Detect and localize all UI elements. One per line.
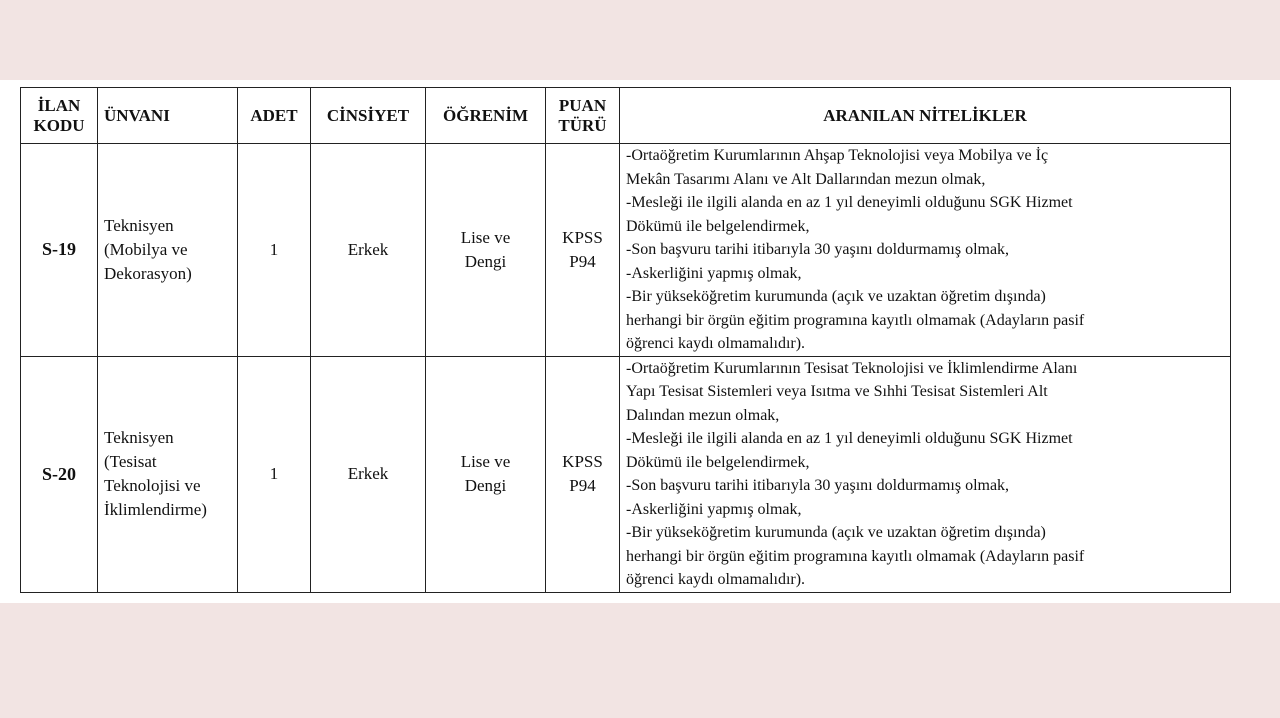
ogrenim-line: Lise ve — [460, 227, 511, 247]
nitelikler-line: Yapı Tesisat Sistemleri veya Isıtma ve Sıhhi Tesisat Sistemleri Alt — [626, 383, 1048, 400]
nitelikler-line: herhangi bir örgün eğitim programına kayıtlı olmamak (Adayların pasif — [626, 547, 1085, 565]
ogrenim-line: Lise ve — [460, 452, 511, 471]
header-ilan-kodu — [21, 88, 98, 144]
nitelikler-line: -Askerliğini yapmış olmak, — [626, 500, 802, 518]
header-puan-turu-line-1: PUAN — [558, 95, 607, 115]
adet-cell: 1 — [238, 356, 311, 592]
puan-turu-cell — [546, 144, 620, 357]
header-ilan-kodu-line-1: İLAN — [37, 95, 81, 115]
header-ilan-kodu-line-2: KODU — [33, 115, 85, 135]
nitelikler-line: -Son başvuru tarihi itibarıyla 30 yaşını doldurmamış olmak, — [626, 477, 1010, 494]
header-row — [21, 88, 1231, 144]
header-unvani: ÜNVANI — [98, 88, 238, 144]
nitelikler-line: Dalından mezun olmak, — [626, 406, 780, 424]
nitelikler-line: -Mesleği ile ilgili alanda en az 1 yıl deneyimli olduğunu SGK Hizmet — [626, 194, 1073, 211]
nitelikler-line: -Bir yükseköğretim kurumunda (açık ve uzaktan öğretim dışında) — [626, 524, 1046, 541]
ogrenim-line: Dengi — [464, 476, 507, 495]
puan-line: P94 — [569, 251, 596, 271]
unvan-cell — [98, 144, 238, 357]
ogrenim-cell — [426, 144, 546, 357]
puan-line: KPSS — [562, 227, 603, 247]
header-adet: ADET — [238, 88, 311, 144]
nitelikler-line: -Bir yükseköğretim kurumunda (açık ve uzaktan öğretim dışında) — [626, 288, 1046, 305]
unvan-line: Teknisyen — [104, 428, 174, 447]
header-aranilan-nitelikler: ARANILAN NİTELİKLER — [620, 88, 1231, 144]
header-puan-turu-line-2: TÜRÜ — [558, 115, 607, 135]
ogrenim-cell — [426, 356, 546, 592]
cinsiyet-cell: Erkek — [311, 144, 426, 357]
nitelikler-line: -Ortaöğretim Kurumlarının Tesisat Teknolojisi ve İklimlendirme Alanı — [626, 359, 1078, 377]
unvan-line: Teknolojisi ve — [104, 476, 201, 495]
nitelikler-line: -Askerliğini yapmış olmak, — [626, 264, 802, 282]
unvan-line: (Tesisat — [104, 452, 157, 471]
puan-turu-cell — [546, 356, 620, 592]
ilan-kodu-cell: S-19 — [21, 144, 98, 357]
ogrenim-line: Dengi — [464, 251, 507, 271]
nitelikler-line: -Son başvuru tarihi itibarıyla 30 yaşını doldurmamış olmak, — [626, 241, 1010, 258]
adet-cell: 1 — [238, 144, 311, 357]
cinsiyet-cell: Erkek — [311, 356, 426, 592]
nitelikler-line: Dökümü ile belgelendirmek, — [626, 453, 810, 471]
nitelikler-cell — [620, 356, 1231, 592]
unvan-line: Teknisyen — [104, 215, 174, 235]
puan-line: KPSS — [562, 452, 603, 471]
puan-line: P94 — [569, 476, 596, 495]
header-ogrenim: ÖĞRENİM — [426, 88, 546, 144]
nitelikler-line: öğrenci kaydı olmamalıdır). — [626, 335, 806, 352]
header-cinsiyet: CİNSİYET — [311, 88, 426, 144]
nitelikler-cell — [620, 144, 1231, 357]
nitelikler-line: -Mesleği ile ilgili alanda en az 1 yıl deneyimli olduğunu SGK Hizmet — [626, 430, 1073, 447]
unvan-line: İklimlendirme) — [104, 500, 207, 519]
unvan-cell — [98, 356, 238, 592]
nitelikler-line: öğrenci kaydı olmamalıdır). — [626, 571, 806, 588]
unvan-line: Dekorasyon) — [104, 263, 192, 283]
nitelikler-line: herhangi bir örgün eğitim programına kayıtlı olmamak (Adayların pasif — [626, 311, 1085, 329]
nitelikler-line: -Ortaöğretim Kurumlarının Ahşap Teknolojisi veya Mobilya ve İç — [626, 147, 1049, 164]
unvan-line: (Mobilya ve — [104, 239, 188, 259]
table-row — [21, 356, 1231, 592]
ilan-kodu-cell: S-20 — [21, 356, 98, 592]
table-row — [21, 144, 1231, 357]
header-puan-turu — [546, 88, 620, 144]
job-listing-table — [20, 87, 1231, 593]
nitelikler-line: Mekân Tasarımı Alanı ve Alt Dallarından mezun olmak, — [626, 170, 986, 188]
nitelikler-line: Dökümü ile belgelendirmek, — [626, 217, 810, 235]
